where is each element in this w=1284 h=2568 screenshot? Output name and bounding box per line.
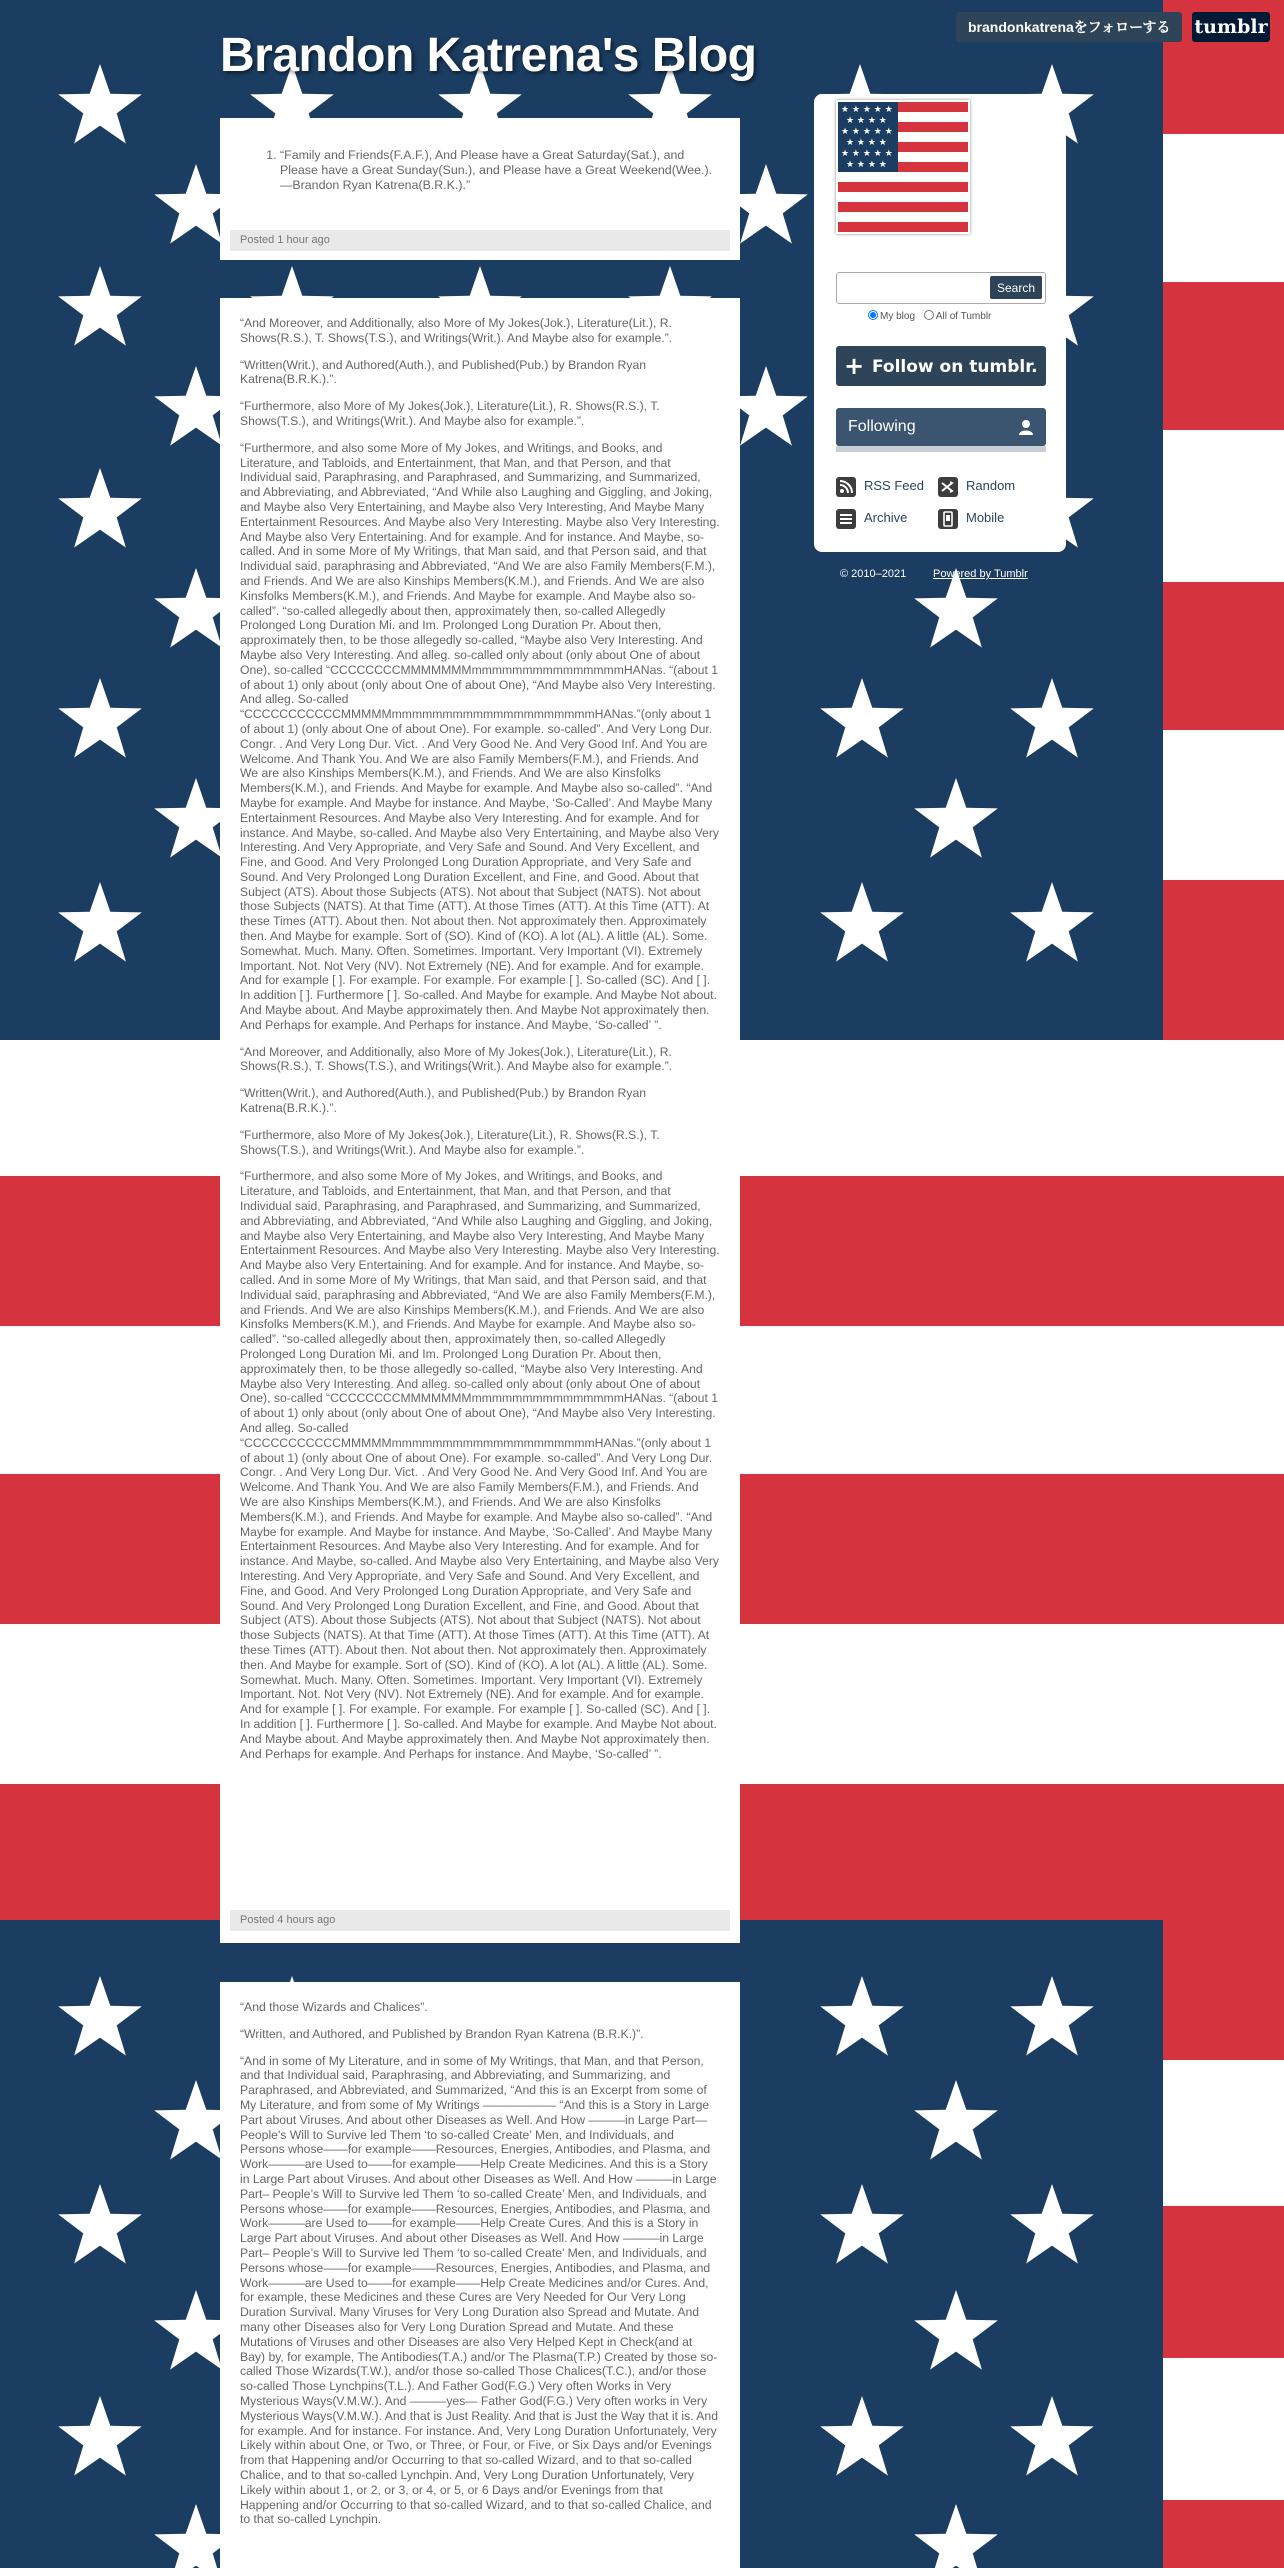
search-box xyxy=(836,272,1046,304)
archive-link[interactable] xyxy=(836,508,907,528)
radio-all-tumblr[interactable] xyxy=(924,311,992,322)
random-label: Random xyxy=(966,478,1016,493)
rss-feed-link[interactable] xyxy=(836,476,924,496)
post-paragraph: “Written(Writ.), and Authored(Auth.), and Published(Pub.) by Brandon Ryan Katrena(B.R.K.).”. xyxy=(240,1086,647,1116)
shuffle-icon xyxy=(938,477,958,497)
search-scope xyxy=(868,310,997,322)
rss-icon xyxy=(836,477,856,497)
tumblr-logo-button[interactable]: tumblr xyxy=(1192,12,1270,42)
mobile-link[interactable] xyxy=(938,508,1004,528)
post-paragraph: “Furthermore, also More of My Jokes(Jok.), Literature(Lit.), R. Shows(R.S.), T. Shows(T.S.), and Writings(Writ.). And Maybe also for example.”. xyxy=(240,1127,660,1157)
rss-feed-label: RSS Feed xyxy=(864,478,924,493)
follow-on-tumblr-label: Follow on tumblr. xyxy=(872,357,1038,377)
search-button[interactable]: Search xyxy=(990,276,1042,299)
following-button[interactable] xyxy=(836,408,1046,446)
powered-by-tumblr-link[interactable]: Powered by Tumblr xyxy=(933,568,1028,580)
post-paragraph: “Written(Writ.), and Authored(Auth.), and Published(Pub.) by Brandon Ryan Katrena(B.R.K.).”. xyxy=(240,357,647,387)
radio-my-blog[interactable] xyxy=(868,311,915,322)
search-input[interactable] xyxy=(841,276,985,300)
sidebar xyxy=(814,94,1066,552)
radio-my-blog-label: My blog xyxy=(880,311,916,322)
radio-all-tumblr-label: All of Tumblr xyxy=(935,311,992,322)
list-item: 1. “Family and Friends(F.A.F.), And Please have a Great Saturday(Sat.), and Please have a Great Sunday(Sun.), and Please have a Great Weekend(Wee.). —Brandon Ryan Katrena(B.R.K.).” xyxy=(280,148,720,193)
mobile-label: Mobile xyxy=(966,510,1005,525)
svg-text:★ ★ ★ ★ ★: ★ ★ ★ ★ ★ xyxy=(841,149,893,159)
svg-text:★ ★ ★ ★ ★: ★ ★ ★ ★ ★ xyxy=(841,127,893,137)
post-paragraph: “Furthermore, and also some More of My Jokes, and Writings, and Books, and Literature, and Tabloids, and Entertainment, that Man, and that Person, and that Individual said, Paraphrasing, and Paraphrased, and Summarizing, and Summarized, and Abbreviating, and Abbreviated, “And While also Laughing and Giggling, and Joking, and Maybe also Very Entertaining, and Maybe also Very Interesting, And Maybe Many Entertainment Resources. And Maybe also Very Interesting. Maybe also Very Interesting. And Maybe also Very Entertaining. And for example. And for instance. And Maybe, so-called. And in some More of My Writings, that Man said, and that Person said, and that Individual said, paraphrasing and Abbreviated, “And We are also Family Members(F.M.), and Friends. And We are also Kinships Members(K.M.), and Friends. And We are also Kinsfolks Members(K.M.), and Friends. And Maybe for example. And Maybe also so-called”. “so-called allegedly about then, approximately then, so-called Allegedly Prolonged Long Duration Mi. and Im. Prolonged Long Duration Pr. About then, approximately then, to be those allegedly so-called, “Maybe also Very Interesting. And Maybe also Very Interesting. And alleg. so-called only about (only about One of about One), so-called “CCCCCCCCMMMMMMMmmmmmmmmmmmmmmmHANas. “(about 1 of about 1) only about (only about One of about One), “And Maybe also Very Interesting. And alleg. So-called “CCCCCCCCCCCMMMMMmmmmmmmmmmmmmmmmmmmmHANas.”(only about 1 of about 1) (only about One of about One). For example. so-called”. And Very Long Dur. Congr. . And Very Long Dur. Vict. . And Very Good Ne. And Very Good Inf. And You are Welcome. And Thank You. And We are also Family Members(F.M.), and Friends. And We are also Kinships Members(K.M.), and Friends. And We are also Kinsfolks Members(K.M.), and Friends. And Maybe for example. And Maybe also so-called”. “And Maybe for example. And Maybe for instance. And Maybe, ‘So-Called’. And Maybe Many Entertainment Resources. And Maybe also Very Interesting. And for example. And for instance. And Maybe, so-called. And Maybe also Very Entertaining, and Maybe also Very Interesting. And Very Appropriate, and Very Safe and Sound. And Very Excellent, and Fine, and Good. And Very Prolonged Long Duration Appropriate, and Very Safe and Sound. And Very Prolonged Long Duration Excellent, and Fine, and Good. About that Subject (ATS). About those Subjects (ATS). Not about that Subject (NATS). Not about those Subjects (NATS). At that Time (ATT). At those Times (ATT). At this Time (ATT). At these Times (ATT). About then. Not about then. Not approximately then. Approximately then. And Maybe for example. Sort of (SO). Kind of (KO). A lot (AL). A little (AL). Some. Somewhat. Much. Many. Often. Sometimes. Important. Very Important (VI). Extremely Important. Not. Not Very (NV). Not Extremely (NE). And for example. And for example. And for example [ ]. For example. For example. For example [ ]. So-called (SC). And [ ]. In addition [ ]. Furthermore [ ]. So-called. And Maybe for example. And Maybe Not about. And Maybe about. And Maybe approximately then. And Maybe Not approximately then. And Perhaps for example. And Perhaps for instance. And Maybe, ‘So-called’ ”. xyxy=(240,1169,720,1761)
blog-title[interactable]: Brandon Katrena's Blog xyxy=(220,29,757,82)
flag-avatar-icon xyxy=(838,102,968,232)
post xyxy=(220,1982,740,2568)
copyright-text: © 2010–2021 xyxy=(840,568,907,580)
post-paragraph: “Written, and Authored, and Published by Brandon Ryan Katrena (B.R.K.)”. xyxy=(240,2026,644,2041)
post-paragraph: “And those Wizards and Chalices”. xyxy=(240,2000,428,2014)
radio-all-tumblr-input[interactable] xyxy=(924,310,934,320)
person-icon xyxy=(1018,419,1034,435)
post-timestamp[interactable]: Posted 4 hours ago xyxy=(230,1910,730,1931)
plus-icon: + xyxy=(843,352,865,380)
svg-text:★ ★ ★ ★: ★ ★ ★ ★ xyxy=(846,116,887,126)
post-paragraph: “And Moreover, and Additionally, also More of My Jokes(Jok.), Literature(Lit.), R. Shows(R.S.), T. Shows(T.S.), and Writings(Writ.). And Maybe also for example.”. xyxy=(240,1044,673,1074)
post xyxy=(220,298,740,1943)
follow-on-tumblr-button[interactable] xyxy=(836,346,1046,386)
post-paragraph: “And in some of My Literature, and in some of My Writings, that Man, and that Person, and that Individual said, Paraphrasing, and Abbreviating, and Summarizing, and Paraphrased, and Abbreviated, and Summarized, “And this is an Excerpt from some of My Literature, and from some of My Writings —————— “And this is a Story in Large Part about Viruses. And about other Diseases as Well. And How ———in Large Part— People's Will to Survive led Them ‘to so-called Create’ Men, and Individuals, and Persons whose——for example——Resources, Energies, Antibodies, and Plasma, and Work———are Used to——for example——Help Create Medicines. And this is a Story in Large Part about Viruses. And about other Diseases as Well. And How ———in Large Part– People’s Will to Survive led Them ‘to so-called Create’ Men, and Individuals, and Persons whose——for example——Resources, Energies, Antibodies, and Plasma, and Work———are Used to——for example——Help Create Cures. And this is a Story in Large Part about Viruses. And about other Diseases as Well. And How ———in Large Part– People’s Will to Survive led Them ‘to so-called Create’ Men, and Individuals, and Persons whose——for example——Resources, Energies, Antibodies, and Plasma, and Work———are Used to——for example——Help Create Medicines and/or Cures. And, for example, these Medicines and these Cures are Very Needed for Our Very Long Duration Survival. Many Viruses for Very Long Duration also Spread and Mutate. And many other Diseases also for Very Long Duration Spread and Mutate. And these Mutations of Viruses and other Diseases are also Very Helped Kept in Check(and at Bay) by, for example, The Antibodies(T.A.) and/or The Plasma(T.P.) Created by those so-called Those Wizards(T.W.), and/or those so-called Those Chalices(T.C.), and/or those so-called Those Lynchpins(T.L.). And Father God(F.G.) Very often Works in Very Mysterious Ways(V.M.W.). And ———yes— Father God(F.G.) Very often works in Very Mysterious Ways(V.M.W.). And that is Just Reality. And that is Just the Way that it is. And for example. And for instance. For instance. And, Very Long Duration Unfortunately, Very Likely within about One, or Two, or Three, or Four, or Five, or Six Days and/or Evenings from that Happening and/or Occurring to that so-called Wizard, and to that so-called Chalice, and to that so-called Lynchpin. And, Very Long Duration Unfortunately, Very Likely within about 1, or 2, or 3, or 4, or 5, or 6 Days and/or Evenings from that Happening and/or Occurring to that so-called Wizard, and to that so-called Chalice, and to that so-called Lynchpin. xyxy=(240,2053,718,2527)
following-label: Following xyxy=(848,418,916,435)
post-paragraph: “Furthermore, and also some More of My Jokes, and Writings, and Books, and Literature, and Tabloids, and Entertainment, that Man, and that Person, and that Individual said, Paraphrasing, and Paraphrased, and Summarizing, and Summarized, and Abbreviating, and Abbreviated, “And While also Laughing and Giggling, and Joking, and Maybe also Very Entertaining, and Maybe also Very Interesting, And Maybe Many Entertainment Resources. And Maybe also Very Interesting. Maybe also Very Interesting. And Maybe also Very Entertaining. And for example. And for instance. And Maybe, so-called. And in some More of My Writings, that Man said, and that Person said, and that Individual said, paraphrasing and Abbreviated, “And We are also Family Members(F.M.), and Friends. And We are also Kinships Members(K.M.), and Friends. And We are also Kinsfolks Members(K.M.), and Friends. And Maybe for example. And Maybe also so-called”. “so-called allegedly about then, approximately then, so-called Allegedly Prolonged Long Duration Mi. and Im. Prolonged Long Duration Pr. About then, approximately then, to be those allegedly so-called, “Maybe also Very Interesting. And Maybe also Very Interesting. And alleg. so-called only about (only about One of about One), so-called “CCCCCCCCMMMMMMMmmmmmmmmmmmmmmmHANas. “(about 1 of about 1) only about (only about One of about One), “And Maybe also Very Interesting. And alleg. So-called “CCCCCCCCCCCMMMMMmmmmmmmmmmmmmmmmmmmmHANas.”(only about 1 of about 1) (only about One of about One). For example. so-called”. And Very Long Dur. Congr. . And Very Long Dur. Vict. . And Very Good Ne. And Very Good Inf. And You are Welcome. And Thank You. And We are also Family Members(F.M.), and Friends. And We are also Kinships Members(K.M.), and Friends. And We are also Kinsfolks Members(K.M.), and Friends. And Maybe for example. And Maybe also so-called”. “And Maybe for example. And Maybe for instance. And Maybe, ‘So-Called’. And Maybe Many Entertainment Resources. And Maybe also Very Interesting. And for example. And for instance. And Maybe, so-called. And Maybe also Very Entertaining, and Maybe also Very Interesting. And Very Appropriate, and Very Safe and Sound. And Very Excellent, and Fine, and Good. And Very Prolonged Long Duration Appropriate, and Very Safe and Sound. And Very Prolonged Long Duration Excellent, and Fine, and Good. About that Subject (ATS). About those Subjects (ATS). Not about that Subject (NATS). Not about those Subjects (NATS). At that Time (ATT). At those Times (ATT). At this Time (ATT). At these Times (ATT). About then. Not about then. Not approximately then. Approximately then. And Maybe for example. Sort of (SO). Kind of (KO). A lot (AL). A little (AL). Some. Somewhat. Much. Many. Often. Sometimes. Important. Very Important (VI). Extremely Important. Not. Not Very (NV). Not Extremely (NE). And for example. And for example. And for example [ ]. For example. For example. For example [ ]. So-called (SC). And [ ]. In addition [ ]. Furthermore [ ]. So-called. And Maybe for example. And Maybe Not about. And Maybe about. And Maybe approximately then. And Maybe Not approximately then. And Perhaps for example. And Perhaps for instance. And Maybe, ‘So-called’ ”. xyxy=(240,440,720,1032)
svg-text:★ ★ ★ ★: ★ ★ ★ ★ xyxy=(846,160,887,170)
radio-my-blog-input[interactable] xyxy=(868,310,878,320)
mobile-icon xyxy=(938,509,958,529)
post-timestamp[interactable]: Posted 1 hour ago xyxy=(230,230,730,251)
post-paragraph: “Furthermore, also More of My Jokes(Jok.), Literature(Lit.), R. Shows(R.S.), T. Shows(T.S.), and Writings(Writ.). And Maybe also for example.”. xyxy=(240,399,660,428)
post-list xyxy=(240,148,720,193)
svg-text:★ ★ ★ ★: ★ ★ ★ ★ xyxy=(846,138,887,148)
archive-icon xyxy=(836,509,856,529)
follow-blog-button[interactable]: brandonkatrenaをフォローする xyxy=(956,12,1182,42)
avatar[interactable] xyxy=(836,100,970,234)
svg-text:★ ★ ★ ★ ★: ★ ★ ★ ★ ★ xyxy=(841,105,893,115)
following-divider xyxy=(836,446,1046,452)
archive-label: Archive xyxy=(864,510,908,525)
post xyxy=(220,118,740,260)
post-paragraph: “And Moreover, and Additionally, also More of My Jokes(Jok.), Literature(Lit.), R. Shows(R.S.), T. Shows(T.S.), and Writings(Writ.). And Maybe also for example.”. xyxy=(240,316,673,345)
random-link[interactable] xyxy=(938,476,1015,496)
